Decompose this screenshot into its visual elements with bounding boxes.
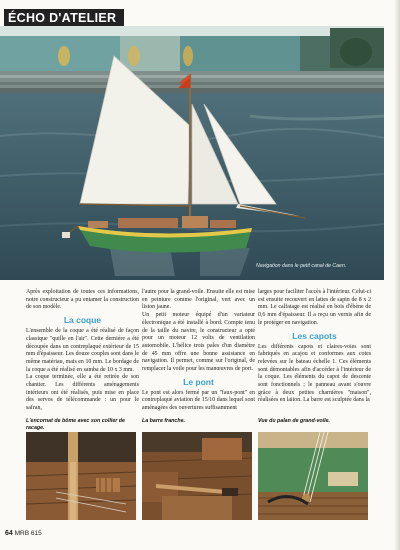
text-column-3	[258, 289, 371, 405]
thumb-photo-block	[258, 432, 368, 520]
thumb-caption-2: La barre franche.	[142, 418, 185, 424]
thumb-photo-tiller	[142, 432, 252, 520]
section-heading-coque: La coque	[63, 315, 102, 326]
paragraph: larges pour faciliter l'accès à l'intérieur. Celui-ci est ensuite recouvert en lattes de sapin de 8 x 2 mm. Le calfatage est réalisé en bois d'ébène de 0,6 mm d'épaisseur. Il a reçu un vernis afin de le protéger en navigation.	[258, 289, 371, 326]
page-spine-shadow	[394, 0, 400, 550]
paragraph: La coque terminée, elle a été retirée de son chantier. Les différents aménagements intérieurs ont été réalisés, puis mise en place des servos de télécommande : un pour le safran,	[26, 374, 139, 412]
magazine-issue: MRB 615	[14, 530, 42, 537]
page-number: 64	[5, 530, 13, 537]
text-column-2	[142, 289, 255, 413]
folio	[5, 530, 42, 537]
thumb-caption-3: Vue du palan de grand-voile.	[258, 418, 331, 424]
section-heading-capots: Les capots	[292, 330, 337, 341]
section-rubric: ÉCHO D'ATELIER	[4, 9, 124, 27]
paragraph: Un petit moteur équipé d'un variateur électronique a été installé à bord. Compte tenu de la taille du navire, le constructeur a opté pour un moteur 12 volts de ventilation automobile. L'hélice trois pales d'un diamètre de 45 mm offre une bonne assistance en navigation. Il permet, comme sur l'original, de remplacer la voile pour les manœuvres de port.	[142, 312, 255, 373]
section-heading-pont: Le pont	[183, 376, 214, 387]
paragraph: Le pont est alors fermé par un "faux-pont" en contreplaqué aviation de 15/10 dans lequel sont aménagées des ouvertures suffisamment	[142, 389, 255, 412]
thumb-photo-boom	[26, 432, 136, 520]
thumb-caption-1: L'encornat de bôme avec son collier de racage.	[26, 418, 125, 431]
main-photo	[0, 26, 384, 280]
paragraph: Les différents capots et claires-voies sont fabriqués en acajou et conformes aux cotes relevées sur le bateau échelle 1. Ces éléments sont démontables afin d'accéder à l'intérieur de la coque. Les éléments du capot de descente sont fonctionnels ; le panneau avant s'ouvre grâce à deux petites charnières "maison", réalisées en laiton. La barre est sculptée dans la	[258, 343, 371, 404]
paragraph: Après exploitation de toutes ces informations, notre constructeur a pu entamer la construction de son modèle.	[26, 289, 139, 311]
text-column-1	[26, 289, 139, 413]
photo-caption: Navigation dans le petit canal de Caen.	[256, 263, 347, 269]
paragraph: L'ensemble de la coque a été réalisé de façon classique "quille en l'air". Cette dernière a été découpée dans un contreplaqué extérieur de 15 mm d'épaisseur. Les douze couples sont dans le même matériau, mais en 10 mm. Le bordage de la coque a été réalisé en samba de 10 x 3 mm.	[26, 328, 139, 373]
paragraph: l'autre pour la grand-voile. Ensuite elle est mise en peinture comme l'original, vert avec un liston jaune.	[142, 289, 255, 311]
